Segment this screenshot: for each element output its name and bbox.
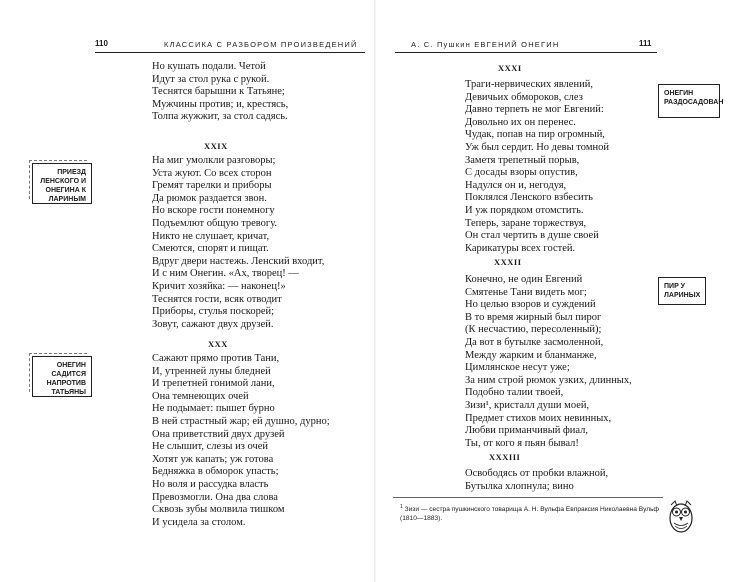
verse-line: Зовут, сажают двух друзей.: [152, 318, 274, 330]
verse-line: Зизи¹, кристалл души моей,: [465, 399, 590, 411]
verse-line: Цимлянское несут уже;: [465, 362, 570, 374]
header-rule-left: [95, 52, 365, 53]
verse-line: Никто не слушает, кричат,: [152, 230, 270, 242]
stanza-number-xxix: XXIX: [204, 141, 228, 151]
verse-line: Конечно, не один Евгений: [465, 274, 583, 285]
verse-line: Бутылка хлопнула; вино: [465, 480, 574, 492]
verse-line: Не слышит, слезы из очей: [152, 441, 269, 453]
verse-line: Между жарким и бланманже,: [465, 349, 597, 361]
verse-line: Подъемлют общую тревогу.: [152, 217, 278, 229]
stanza-number-xxx: XXX: [208, 339, 228, 349]
verse-line: Хотят уж капать; уж готова: [152, 453, 274, 465]
verse-line: Ты, от кого я пьян бывал!: [465, 437, 579, 449]
stanza-xxxiii-lines: [465, 468, 608, 493]
margin-note-feast: ПИР У ЛАРИНЫХ: [658, 277, 706, 305]
stanza-xxix-lines: [152, 155, 324, 331]
verse-line: Но воля и рассудка власть: [152, 478, 269, 490]
verse-line: Идут за стол рука с рукой.: [152, 73, 270, 85]
verse-line: Карикатуры всех гостей.: [465, 242, 576, 254]
verse-line: Поклялся Ленского взбесить: [465, 192, 593, 204]
page-number-right: 111: [639, 39, 652, 48]
verse-line: Траги-нервических явлений,: [465, 79, 593, 90]
verse-line: Девичьих обмороков, слез: [465, 91, 583, 103]
verse-line: Вдруг двери настежь. Ленский входит,: [152, 255, 325, 267]
running-head-left: КЛАССИКА С РАЗБОРОМ ПРОИЗВЕДЕНИЙ: [164, 40, 358, 49]
verse-line: Сажают прямо против Тани,: [152, 353, 280, 364]
verse-line: Да рюмок раздается звон.: [152, 192, 267, 204]
verse-line: Но целью взоров и суждений: [465, 299, 596, 311]
verse-line: Теснятся барышни к Татьяне;: [152, 86, 285, 98]
verse-line: Смятенье Тани видеть мог;: [465, 286, 587, 298]
running-head-right: А. С. Пушкин ЕВГЕНИЙ ОНЕГИН: [411, 40, 560, 49]
verse-line: Уста жуют. Со всех сторон: [152, 167, 272, 179]
page-number-left: 110: [95, 39, 108, 48]
stanza-number-xxxii: XXXII: [494, 257, 522, 267]
verse-line: Гремят тарелки и приборы: [152, 180, 272, 192]
stanza-xxxi-lines: [465, 79, 609, 255]
verse-line: За ним строй рюмок узких, длинных,: [465, 374, 632, 386]
verse-line: (К несчастию, пересоленный);: [465, 324, 602, 336]
verse-line: На миг умолкли разговоры;: [152, 155, 276, 166]
verse-line: Не подымает: пышет бурно: [152, 403, 275, 415]
margin-note-onegin-annoyed: ОНЕГИН РАЗДОСАДОВАН: [658, 84, 720, 118]
verse-line: Заметя трепетный порыв,: [465, 154, 580, 166]
verse-line: Приборы, стулья поскорей;: [152, 306, 275, 318]
verse-line: Бедняжка в обморок упасть;: [152, 466, 279, 478]
verse-line: Кричит хозяйка: — наконец!»: [152, 280, 286, 292]
verse-line: Мужчины против; и, крестясь,: [152, 98, 289, 110]
footnote-marker: 1: [400, 504, 403, 510]
verse-line: Но вскоре гости понемногу: [152, 205, 275, 217]
margin-note-arrival: ПРИЕЗД ЛЕНСКОГО И ОНЕГИНА К ЛАРИНЫМ: [32, 163, 92, 204]
verse-line: Превозмогли. Она два слова: [152, 491, 278, 503]
stanza-xxxii-lines: [465, 274, 632, 450]
footnote: [400, 503, 665, 523]
verse-line: В ней страстный жар; ей душно, дурно;: [152, 415, 330, 427]
footnote-rule: [393, 497, 663, 498]
verse-line: И, утренней луны бледней: [152, 365, 271, 377]
verse-line: И с ним Онегин. «Ах, творец! —: [152, 268, 299, 280]
verse-line: Освободясь от пробки влажной,: [465, 468, 609, 479]
verse-line: Давно терпеть не мог Евгений:: [465, 104, 604, 116]
verse-line: Она приветствий двух друзей: [152, 428, 285, 440]
verse-line: Она темнеющих очей: [152, 390, 249, 402]
verse-line: В то время жирный был пирог: [465, 311, 602, 323]
verse-line: С досады взоры опустив,: [465, 167, 578, 179]
verse-line: Уж был сердит. Но девы томной: [465, 141, 609, 153]
verse-top-block: [152, 61, 288, 124]
owl-mascot-icon: [664, 495, 698, 535]
stanza-number-xxxiii: XXXIII: [489, 452, 521, 462]
verse-line: Но кушать подали. Четой: [152, 61, 266, 72]
verse-line: Толпа жужжит, за стол садясь.: [152, 111, 288, 123]
verse-line: Он стал чертить в душе своей: [465, 230, 599, 242]
verse-line: И уж порядком отомстить.: [465, 204, 584, 216]
verse-line: Теперь, заране торжествуя,: [465, 217, 587, 229]
verse-line: Предмет стихов моих невинных,: [465, 412, 612, 424]
stanza-number-xxxi: XXXI: [498, 63, 522, 73]
verse-line: Чудак, попав на пир огромный,: [465, 129, 605, 141]
verse-line: И трепетней гонимой лани,: [152, 378, 275, 390]
verse-line: И усидела за столом.: [152, 516, 246, 528]
verse-line: Сквозь зубы молвила тишком: [152, 504, 285, 516]
verse-line: Да вот в бутылке засмоленной,: [465, 336, 604, 348]
stanza-xxx-lines: [152, 353, 330, 529]
verse-line: Подобно талии твоей,: [465, 387, 564, 399]
verse-line: Любви приманчивый фиал,: [465, 425, 589, 437]
verse-line: Довольно их он перенес.: [465, 116, 576, 128]
margin-note-onegin-seated: ОНЕГИН САДИТСЯ НАПРОТИВ ТАТЬЯНЫ: [32, 356, 92, 397]
verse-line: Теснятся гости, всяк отводит: [152, 293, 282, 305]
verse-line: Смеются, спорят и пищат.: [152, 243, 269, 255]
header-rule-right: [395, 52, 657, 53]
footnote-text: Зизи — сестра пушкинского товарища А. Н. Вульфа Евпраксия Николаевна Вульф (1810—1883).: [400, 506, 659, 523]
verse-line: Надулся он и, негодуя,: [465, 179, 567, 191]
